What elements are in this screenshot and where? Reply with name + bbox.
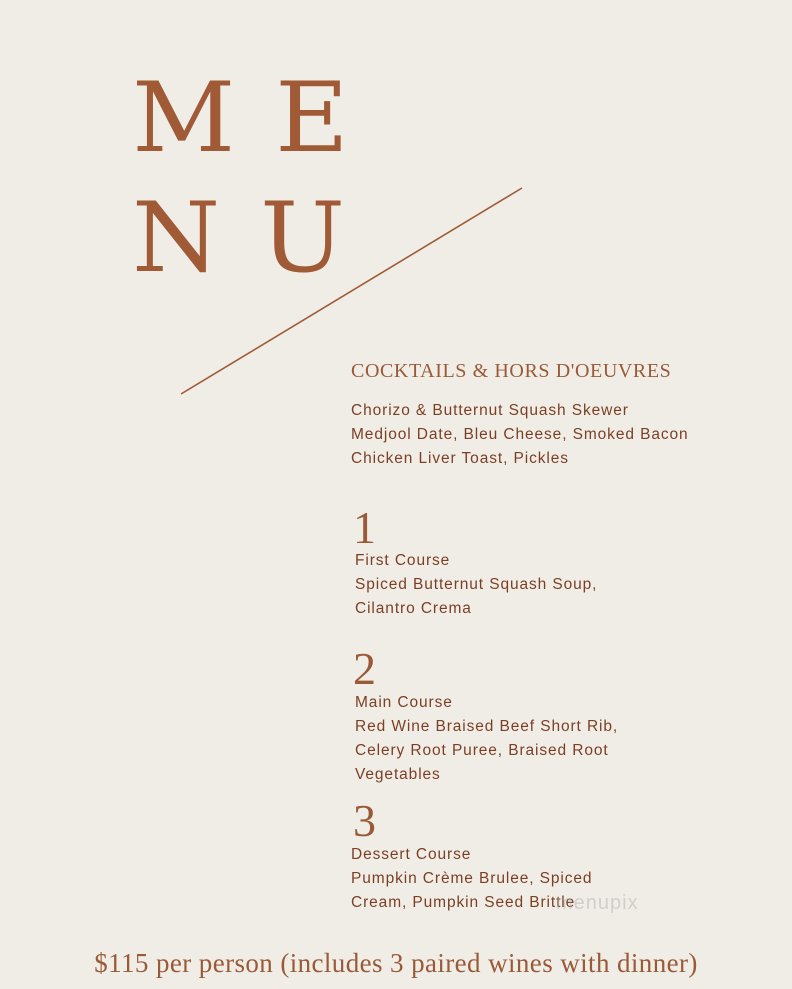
cocktails-heading: COCKTAILS & HORS D'OEUVRES xyxy=(351,360,672,382)
course-line: Cream, Pumpkin Seed Brittle xyxy=(351,894,576,911)
watermark: menupix xyxy=(556,892,639,914)
course-name: Main Course xyxy=(355,694,453,711)
course-description xyxy=(355,691,618,787)
course-description xyxy=(355,549,597,621)
menu-title-line-1: ME xyxy=(132,62,389,174)
course-number: 1 xyxy=(353,502,376,553)
course-name: First Course xyxy=(355,552,451,569)
price-line: $115 per person (includes 3 paired wines with dinner) xyxy=(94,948,698,978)
course-line: Pumpkin Crème Brulee, Spiced xyxy=(351,870,593,887)
course-line: Spiced Butternut Squash Soup, xyxy=(355,576,598,593)
course-line: Celery Root Puree, Braised Root xyxy=(355,742,609,759)
course-line: Cilantro Crema xyxy=(355,600,472,617)
course-name: Dessert Course xyxy=(351,846,472,863)
cocktail-item: Chicken Liver Toast, Pickles xyxy=(351,450,569,467)
course-number: 2 xyxy=(353,643,376,694)
menu-title-line-2: NU xyxy=(132,182,385,294)
course-line: Red Wine Braised Beef Short Rib, xyxy=(355,718,619,735)
cocktails-list xyxy=(351,399,689,471)
course-number: 3 xyxy=(353,795,376,846)
cocktail-item: Chorizo & Butternut Squash Skewer xyxy=(351,402,629,419)
course-line: Vegetables xyxy=(355,766,441,783)
cocktail-item: Medjool Date, Bleu Cheese, Smoked Bacon xyxy=(351,426,689,443)
